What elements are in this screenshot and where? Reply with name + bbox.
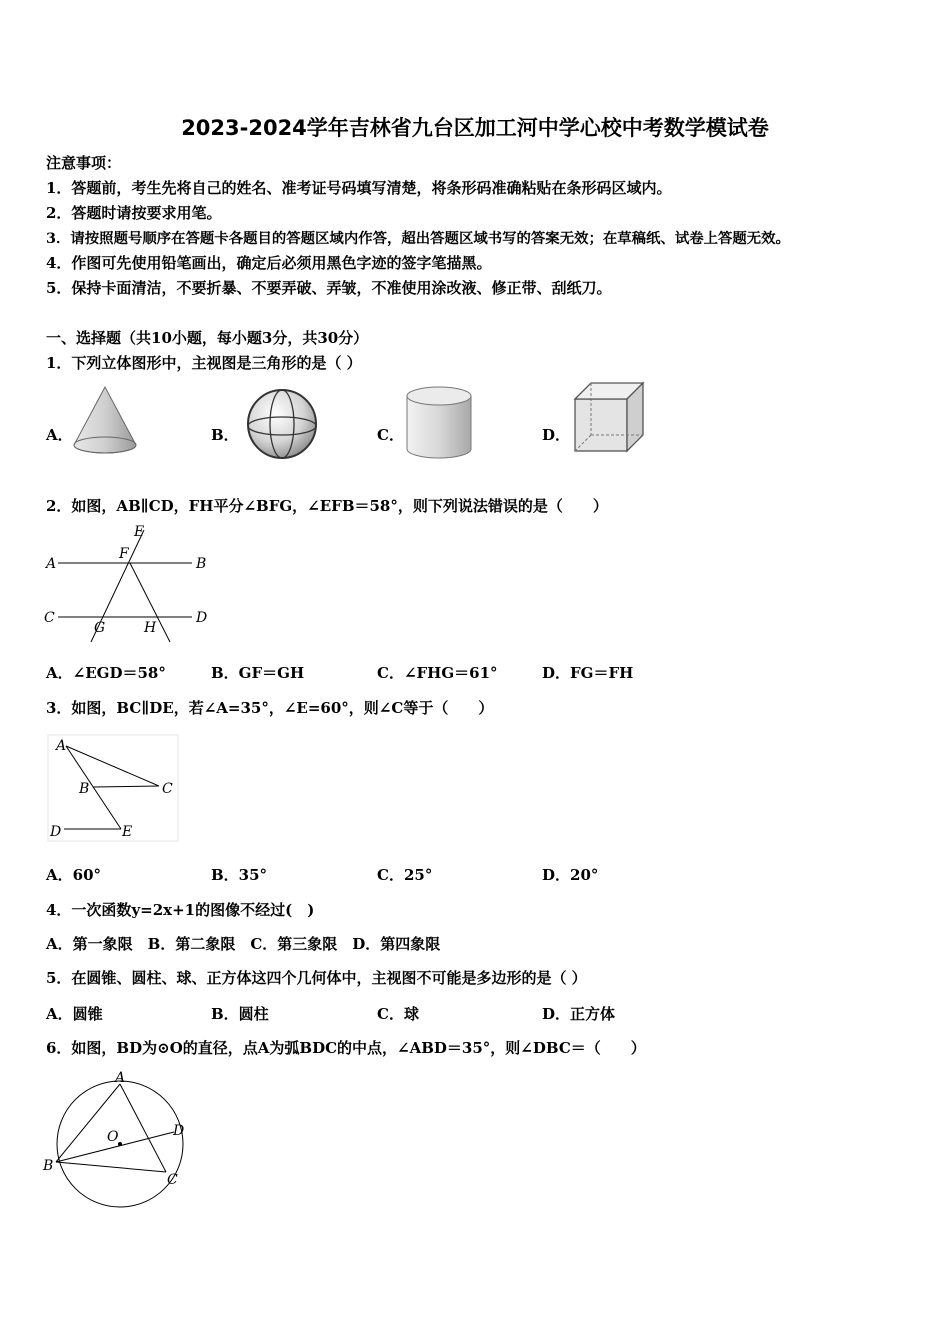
notice-heading: 注意事项： <box>46 154 122 172</box>
q1-option-d-label: D． <box>542 426 571 444</box>
q3-label: D <box>50 824 62 840</box>
notice-item: 5．保持卡面清洁，不要折暴、不要弄破、弄皱，不准使用涂改液、修正带、刮纸刀。 <box>46 279 612 297</box>
question-6-stem: 6．如图，BD为⊙O的直径，点A为弧BDC的中点，∠ABD＝35°，则∠DBC＝（ ） <box>46 1039 646 1057</box>
page-title: 2023-2024学年吉林省九台区加工河中学心校中考数学模试卷 <box>181 116 769 140</box>
q2-label: C <box>44 610 55 626</box>
q6-label: B <box>43 1158 54 1174</box>
question-1-stem: 1．下列立体图形中，主视图是三角形的是（ ） <box>46 354 362 372</box>
question-3-stem: 3．如图，BC∥DE，若∠A=35°，∠E=60°，则∠C等于（ ） <box>46 699 494 717</box>
q2-label: E <box>134 524 145 540</box>
q6-figure <box>40 1068 200 1212</box>
q3-option-c: C．25° <box>377 866 433 884</box>
notice-item: 3．请按照题号顺序在答题卡各题目的答题区域内作答，超出答题区域书写的答案无效；在草稿纸、试卷上答题无效。 <box>46 230 790 247</box>
q2-option-c: C．∠FHG＝61° <box>377 664 498 682</box>
cone-icon <box>72 385 142 457</box>
q2-figure <box>42 522 222 646</box>
q2-label: F <box>119 546 129 562</box>
cube-icon <box>573 381 647 455</box>
q6-label: A <box>115 1070 126 1086</box>
q2-label: D <box>196 610 208 626</box>
section-heading: 一、选择题（共10小题，每小题3分，共30分） <box>46 329 369 347</box>
q6-label: O <box>107 1129 119 1145</box>
q1-option-a-label: A． <box>46 426 73 444</box>
q1-option-b-label: B． <box>211 426 239 444</box>
q3-label: B <box>79 781 90 797</box>
q3-figure <box>44 733 180 843</box>
q5-option-a: A．圆锥 <box>46 1005 103 1023</box>
notice-item: 1．答题前，考生先将自己的姓名、准考证号码填写清楚，将条形码准确粘贴在条形码区域内。 <box>46 179 672 197</box>
question-4-stem: 4．一次函数y=2x+1的图像不经过( ) <box>46 901 315 919</box>
q2-option-b: B．GF＝GH <box>211 664 305 682</box>
q3-option-b: B．35° <box>211 866 268 884</box>
q3-option-d: D．20° <box>542 866 599 884</box>
question-2-stem: 2．如图，AB∥CD，FH平分∠BFG，∠EFB＝58°，则下列说法错误的是（ ） <box>46 497 608 515</box>
notice-item: 2．答题时请按要求用笔。 <box>46 204 222 222</box>
q3-label: C <box>162 781 173 797</box>
q5-option-c: C．球 <box>377 1005 419 1023</box>
q1-option-c-label: C． <box>377 426 404 444</box>
notice-item: 4．作图可先使用铅笔画出，确定后必须用黑色字迹的签字笔描黑。 <box>46 254 492 272</box>
cylinder-icon <box>404 385 474 461</box>
q3-option-a: A．60° <box>46 866 102 884</box>
q6-label: D <box>173 1123 185 1139</box>
q3-label: E <box>122 824 133 840</box>
q5-option-b: B．圆柱 <box>211 1005 269 1023</box>
q2-label: G <box>94 620 106 636</box>
q3-label: A <box>56 738 67 754</box>
q5-option-d: D．正方体 <box>542 1005 616 1023</box>
q2-option-d: D．FG＝FH <box>542 664 634 682</box>
sphere-icon <box>244 387 320 461</box>
q2-label: A <box>46 556 57 572</box>
q2-label: B <box>196 556 207 572</box>
q4-options: A．第一象限 B．第二象限 C．第三象限 D．第四象限 <box>46 935 441 953</box>
q2-option-a: A．∠EGD＝58° <box>46 664 166 682</box>
question-5-stem: 5．在圆锥、圆柱、球、正方体这四个几何体中，主视图不可能是多边形的是（ ） <box>46 969 587 987</box>
q6-label: C <box>167 1172 178 1188</box>
q2-label: H <box>144 620 157 636</box>
